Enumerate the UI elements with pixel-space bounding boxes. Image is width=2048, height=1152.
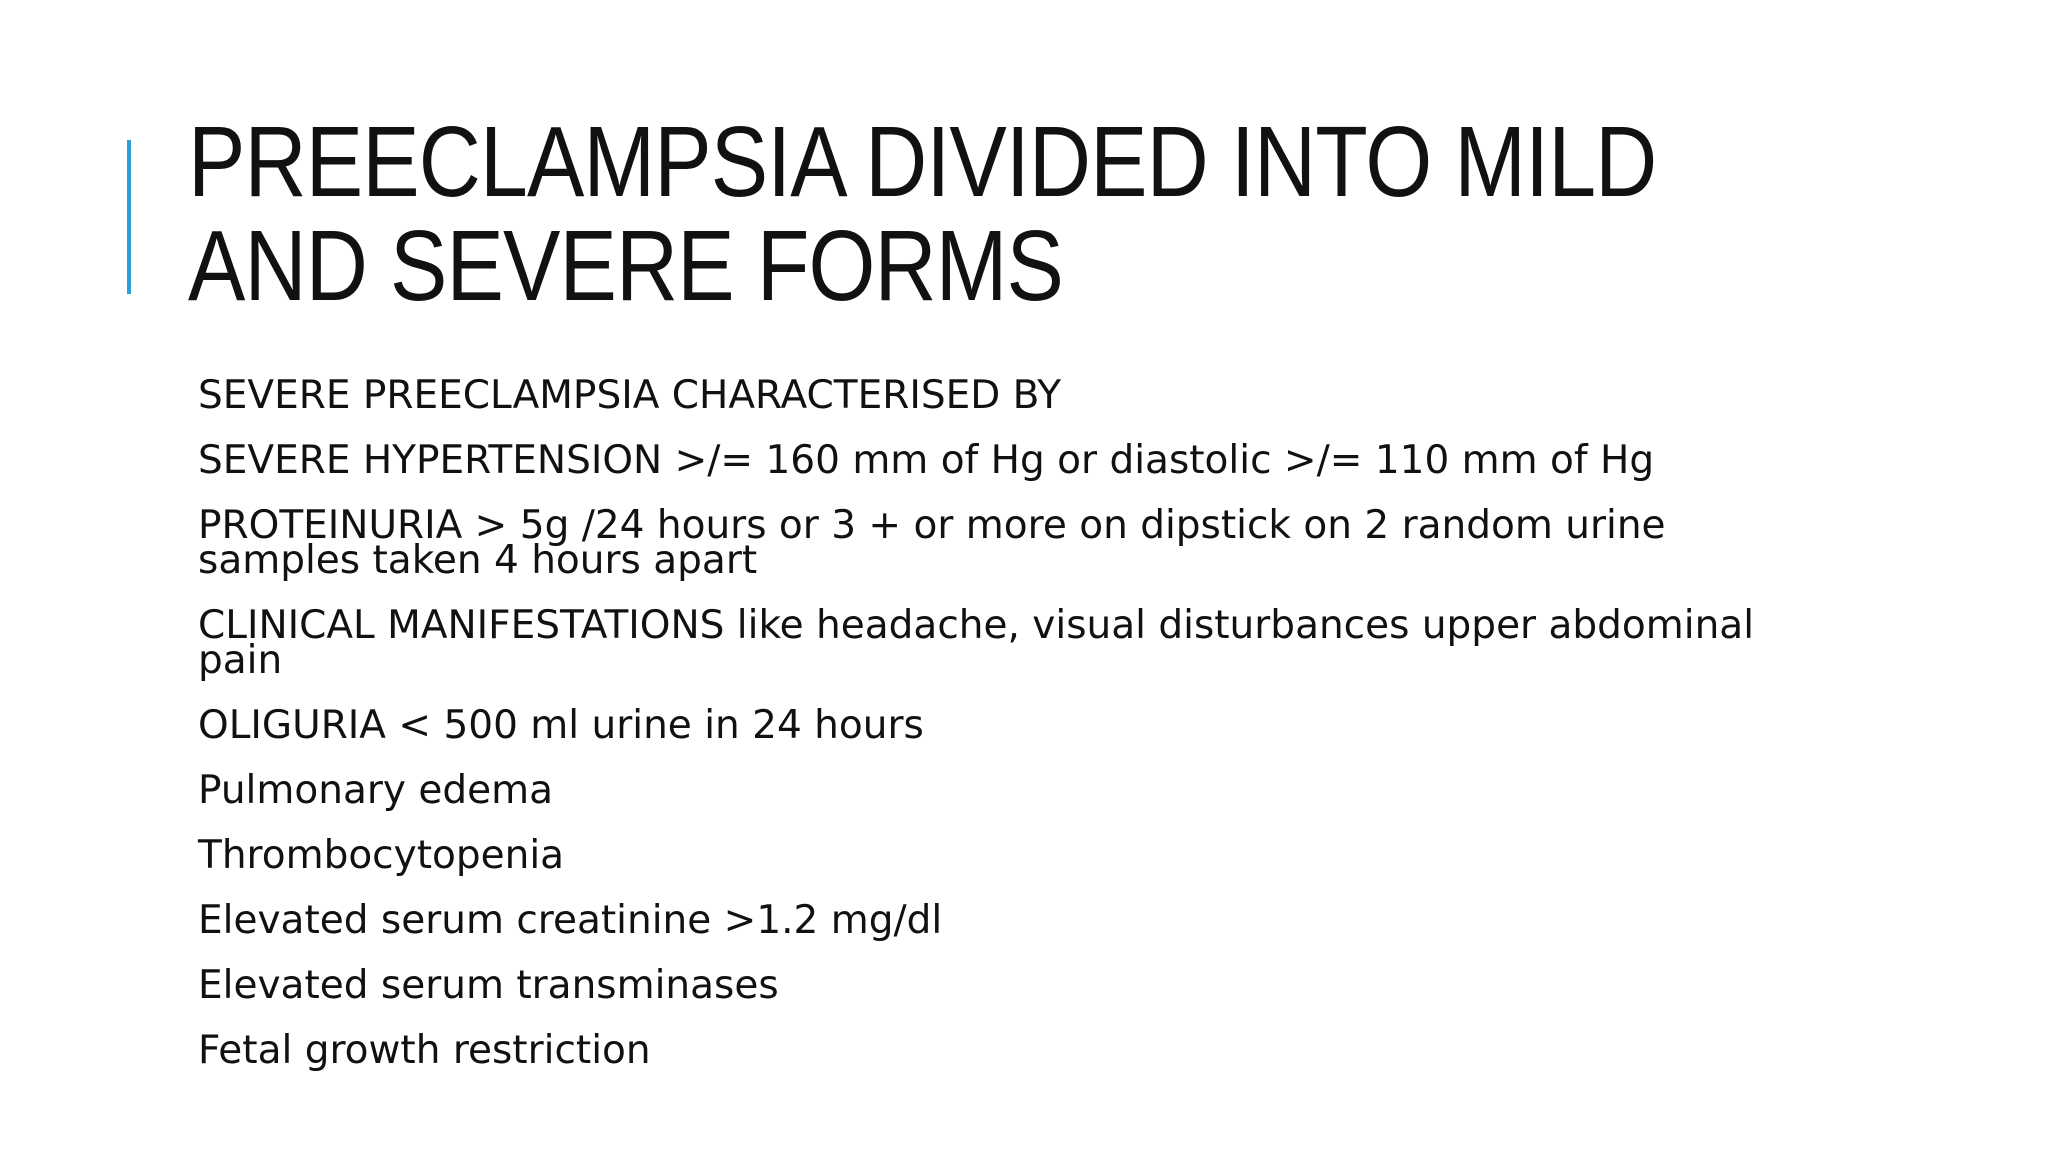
content-item-fetal-growth-restriction: Fetal growth restriction	[198, 1028, 651, 1073]
content-item-clinical-manifestations: CLINICAL MANIFESTATIONS like headache, visual disturbances upper abdominal pain	[198, 603, 1755, 683]
content-item-serum-creatinine: Elevated serum creatinine >1.2 mg/dl	[198, 898, 943, 943]
slide-title-line-1: PREECLAMPSIA DIVIDED INTO MILD	[188, 106, 1657, 218]
content-item-proteinuria: PROTEINURIA > 5g /24 hours or 3 + or more on dipstick on 2 random urine samples taken 4 hours apart	[198, 503, 1666, 583]
content-item-thrombocytopenia: Thrombocytopenia	[198, 833, 565, 878]
slide-title	[188, 106, 1753, 322]
slide-title-line-2: AND SEVERE FORMS	[188, 210, 1064, 322]
content-list	[198, 373, 1838, 1098]
content-item-oliguria: OLIGURIA < 500 ml urine in 24 hours	[198, 703, 924, 748]
title-accent-bar	[127, 140, 131, 294]
content-item-severe-hypertension: SEVERE HYPERTENSION >/= 160 mm of Hg or diastolic >/= 110 mm of Hg	[198, 438, 1655, 483]
content-item-serum-transminases: Elevated serum transminases	[198, 963, 779, 1008]
content-item-pulmonary-edema: Pulmonary edema	[198, 768, 553, 813]
content-item-severe-preeclampsia: SEVERE PREECLAMPSIA CHARACTERISED BY	[198, 373, 1062, 418]
